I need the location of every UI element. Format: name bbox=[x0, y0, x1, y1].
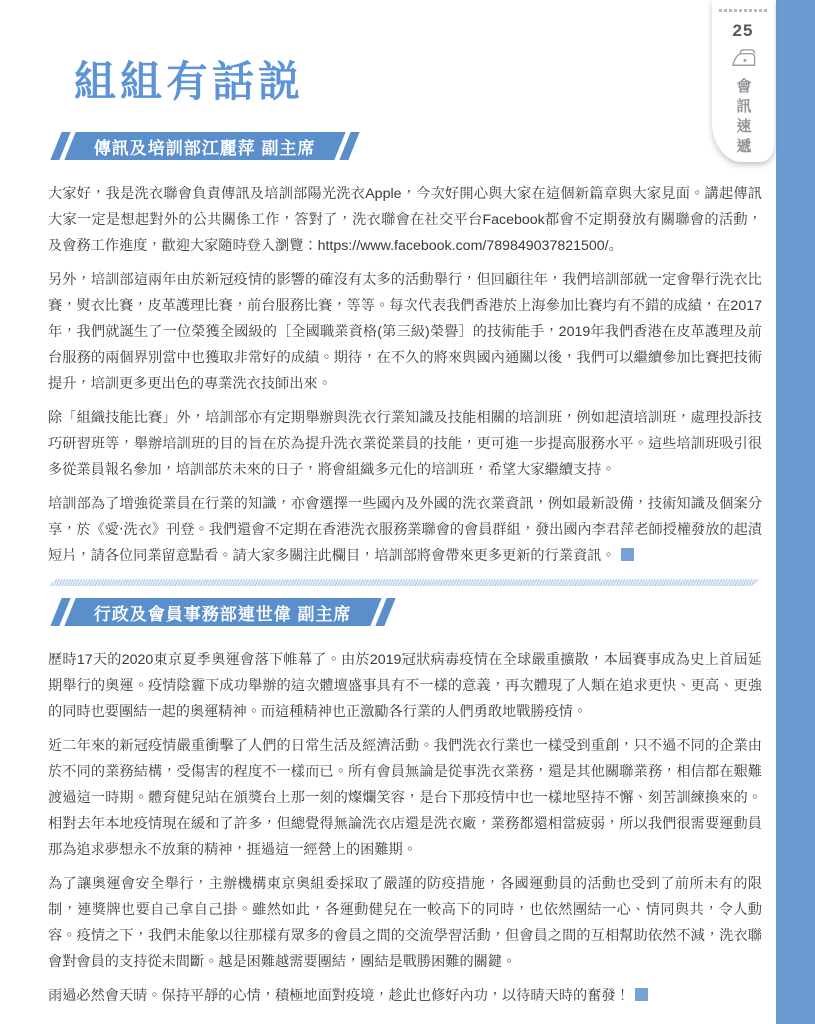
text-run: 培訓部為了增強從業員在行業的知識，亦會選擇一些國內及外國的洗衣業資訊，例如最新設備，技術知識及個案分享，於《愛‧洗衣》刊登。我們還會不定期在香港洗衣服務業聯會的會員群組，發出國內李君萍老師授權發放的起漬短片，請各位同業留意點看。請大家多關注此欄目，培訓部將會帶來更多更新的行業資訊。 bbox=[48, 496, 762, 565]
text-run: 雨過必然會天晴。保持平靜的心情，積極地面對疫境，趁此也修好內功，以待晴天時的奮發！ bbox=[48, 988, 630, 1005]
body-paragraph bbox=[48, 983, 762, 1009]
page-title: 組組有話説 bbox=[74, 58, 305, 105]
text-run: 近二年來的新冠疫情嚴重衝擊了人們的日常生活及經濟活動。我們洗衣行業也一樣受到重創，只不過不同的企業由於不同的業務結構，受傷害的程度不一樣而已。所有會員無論是從事洗衣業務，還是其他關聯業務，相信都在艱難渡過這一時期。體育健兒站在頒獎台上那一刻的燦爛笑容，是台下那疫情中也一樣地堅持不懈、刻苦訓練換來的。相對去年本地疫情現在緩和了許多，但總覺得無論洗衣店還是洗衣廠，業務都還相當疲弱，所以我們很需要運動員那為追求夢想永不放棄的精神，捱過這一經營上的困難期。 bbox=[48, 738, 762, 859]
iron-icon bbox=[730, 45, 757, 71]
section-admin-membership bbox=[48, 586, 762, 1009]
text-run: 歷時17天的2020東京夏季奧運會落下帷幕了。由於2019冠狀病毒疫情在全球嚴重擴散，本屆賽事成為史上首屆延期舉行的奧運。疫情陰霾下成功舉辦的這次體壇盛事具有不一樣的意義，再次體現了人類在追求更快、更高、更強的同時也要團結一起的奧運精神。而這種精神也正激勵各行業的人們勇敢地戰勝疫情。 bbox=[48, 652, 762, 721]
section-end-marker bbox=[621, 548, 634, 561]
body-paragraph bbox=[48, 267, 762, 397]
section-body-text bbox=[48, 181, 762, 569]
tab-vertical-label: 會訊速遞 bbox=[734, 78, 752, 158]
text-run: 另外，培訓部這兩年由於新冠疫情的影響的確沒有太多的活動舉行，但回顧往年，我們培訓部就一定會舉行洗衣比賽，熨衣比賽，皮革護理比賽，前台服務比賽，等等。每次代表我們香港於上海參加比賽均有不錯的成績，在2017年，我們就誕生了一位榮獲全國級的［全國職業資格(第三級)榮譽］的技術能手，2019年我們香港在皮革護理及前台服務的兩個界別當中也獲取非常好的成績。期待，在不久的將來與國內通關以後，我們可以繼續參加比賽把技術提升，培訓更多更出色的專業洗衣技師出來。 bbox=[48, 272, 762, 393]
right-accent-bar bbox=[776, 0, 815, 1024]
facebook-url[interactable]: https://www.facebook.com/789849037821500/ bbox=[317, 238, 609, 255]
body-paragraph bbox=[48, 647, 762, 725]
main-content bbox=[48, 0, 762, 1017]
banner-body bbox=[64, 132, 345, 160]
section-communications-training bbox=[48, 106, 762, 569]
body-paragraph bbox=[48, 181, 762, 259]
text-run: 大家好，我是洗衣聯會負責傳訊及培訓部陽光洗衣Apple，今次好開心與大家在這個新篇章與大家見面。講起傳訊大家一定是想起對外的公共關係工作，答對了，洗衣聯會在社交平台Facebook都會不定期發放有關聯會的活動，及會務工作進度，歡迎大家隨時登入瀏覽： bbox=[48, 186, 762, 255]
body-paragraph bbox=[48, 733, 762, 863]
body-paragraph bbox=[48, 871, 762, 975]
page-corner-tab bbox=[712, 0, 774, 162]
section-end-marker bbox=[635, 988, 648, 1001]
section-banner bbox=[56, 598, 390, 626]
section-banner bbox=[56, 132, 354, 160]
body-paragraph bbox=[48, 491, 762, 569]
banner-body bbox=[64, 598, 381, 626]
section-body-text bbox=[48, 647, 762, 1009]
tab-fineprint-decoration bbox=[719, 9, 767, 12]
text-run: 為了讓奧運會安全舉行，主辦機構東京奧組委採取了嚴謹的防疫措施，各國運動員的活動也受到了前所未有的限制，連獎牌也要自己拿自己掛。雖然如此，各運動健兒在一較高下的同時，也依然團結一心、情同與共，令人動容。疫情之下，我們未能象以往那樣有眾多的會員之間的交流學習活動，但會員之間的互相幫助依然不減，洗衣聯會對會員的支持從未間斷。越是困難越需要團結，團結是戰勝困難的關鍵。 bbox=[48, 876, 762, 971]
text-run: 除「組織技能比賽」外，培訓部亦有定期舉辦與洗衣行業知識及技能相關的培訓班，例如起漬培訓班，處理投訴技巧研習班等，舉辦培訓班的目的旨在於為提升洗衣業從業員的技能，更可進一步提高服務水平。這些培訓班吸引很多從業員報名參加，培訓部於未來的日子，將會組織多元化的培訓班，希望大家繼續支持。 bbox=[48, 410, 762, 479]
banner-label: 傳訊及培訓部江麗萍 副主席 bbox=[94, 138, 316, 158]
body-paragraph bbox=[48, 405, 762, 483]
banner-label: 行政及會員事務部連世偉 副主席 bbox=[94, 604, 352, 624]
hatched-section-divider bbox=[48, 579, 760, 586]
page-number: 25 bbox=[732, 21, 754, 40]
text-run: 。 bbox=[608, 238, 623, 255]
